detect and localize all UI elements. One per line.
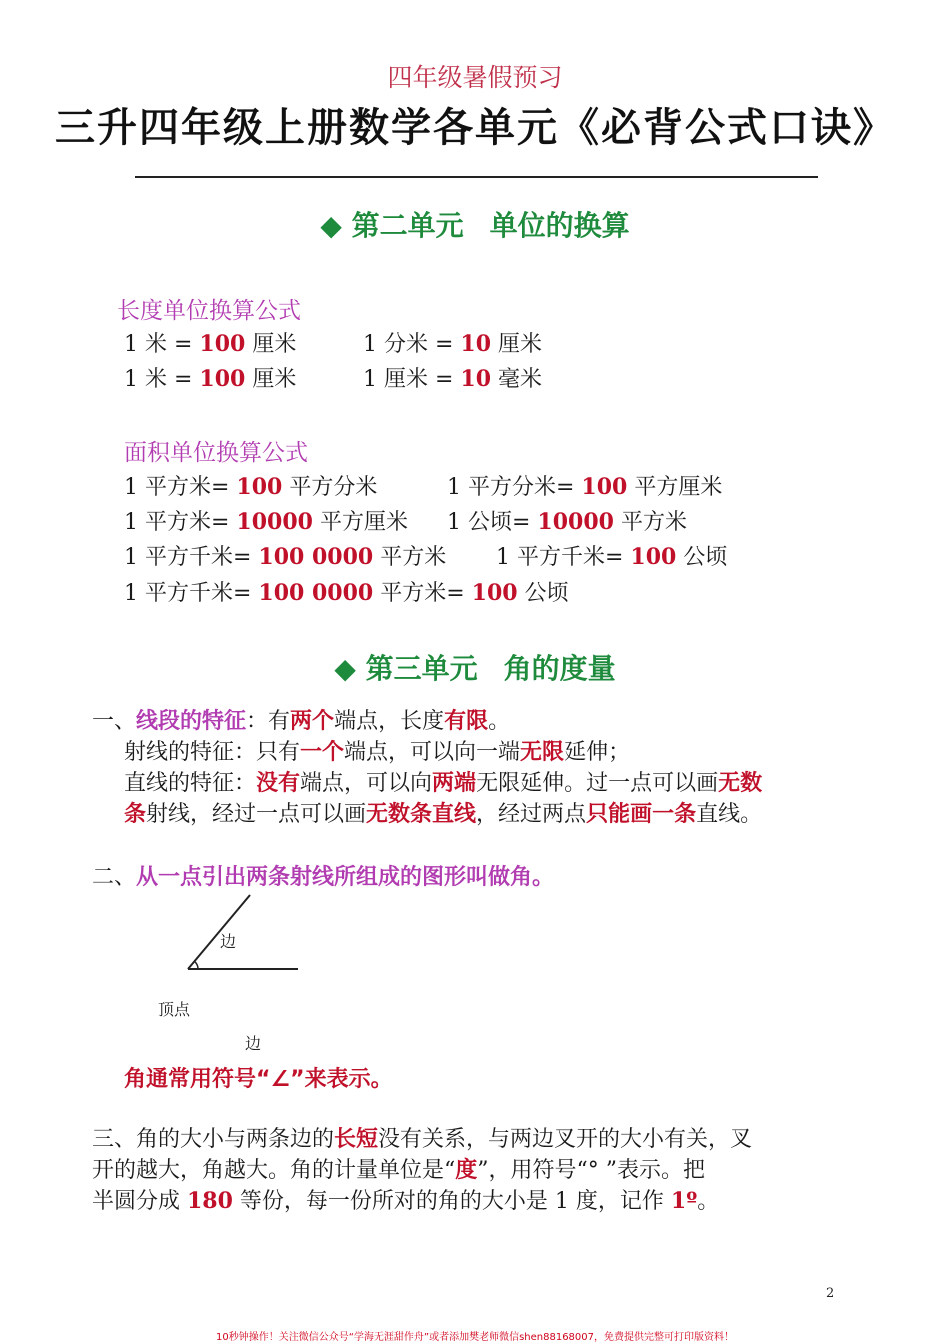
area-row-2a: 1 平方米= 10000 平方厘米 <box>124 509 408 535</box>
angle-ray-upper <box>188 895 250 969</box>
angle-label-side-bottom: 边 <box>245 1034 262 1053</box>
area-row-1b: 1 平方分米= 100 平方厘米 <box>447 474 723 500</box>
page-number: 2 <box>826 1286 835 1301</box>
area-row-2b: 1 公顷= 10000 平方米 <box>447 509 687 535</box>
diamond-bullet-icon: ◆ <box>320 209 342 242</box>
area-row-4: 1 平方千米= 100 0000 平方米= 100 公顷 <box>124 580 569 606</box>
p2-line-1: 二、从一点引出两条射线所组成的图形叫做角。 <box>92 865 555 890</box>
angle-arc <box>194 961 198 969</box>
page-subtitle: 四年级暑假预习 <box>387 63 563 92</box>
length-row-1a: 1 米 = 100 厘米 <box>124 331 297 357</box>
length-row-2a: 1 米 = 100 厘米 <box>124 366 297 392</box>
area-row-3b: 1 平方千米= 100 公顷 <box>496 544 728 570</box>
p1-line-2: 射线的特征：只有一个端点，可以向一端无限延伸； <box>124 740 631 765</box>
unit2-heading: ◆ 第二单元 单位的换算 <box>320 209 630 242</box>
unit3-heading: ◆ 第三单元 角的度量 <box>334 652 616 685</box>
length-formula-title: 长度单位换算公式 <box>117 298 301 324</box>
length-row-1b: 1 分米 = 10 厘米 <box>363 331 543 357</box>
angle-label-vertex: 顶点 <box>158 1000 191 1019</box>
angle-symbol-note: 角通常用符号“∠”来表示。 <box>124 1067 393 1092</box>
p1-line-4: 条射线，经过一点可以画无数条直线，经过两点只能画一条直线。 <box>124 802 763 827</box>
length-row-2b: 1 厘米 = 10 毫米 <box>363 366 543 392</box>
area-formula-title: 面积单位换算公式 <box>124 440 308 466</box>
page-title: 三升四年级上册数学各单元《必背公式口诀》 <box>55 105 895 151</box>
footer-notice: 10秒钟操作！关注微信公众号“学海无涯甜作舟”或者添加樊老师微信shen88168007，免费提供完整可打印版资料！ <box>215 1332 735 1343</box>
p1-line-3: 直线的特征：没有端点，可以向两端无限延伸。过一点可以画无数 <box>124 771 763 796</box>
title-divider <box>135 176 818 178</box>
angle-label-side-top: 边 <box>220 932 237 951</box>
p1-line-1: 一、线段的特征：有两个端点，长度有限。 <box>92 709 511 734</box>
diamond-bullet-icon: ◆ <box>334 652 356 685</box>
p3-line-1: 三、角的大小与两条边的长短没有关系，与两边叉开的大小有关，叉 <box>92 1127 753 1152</box>
angle-diagram <box>180 890 310 980</box>
area-row-1a: 1 平方米= 100 平方分米 <box>124 474 378 500</box>
p3-line-3: 半圆分成 180 等份，每一份所对的角的大小是 1 度，记作 1º。 <box>92 1188 720 1214</box>
p3-line-2: 开的越大，角越大。角的计量单位是“度”，用符号“° ”表示。把 <box>92 1158 706 1183</box>
area-row-3a: 1 平方千米= 100 0000 平方米 <box>124 544 447 570</box>
